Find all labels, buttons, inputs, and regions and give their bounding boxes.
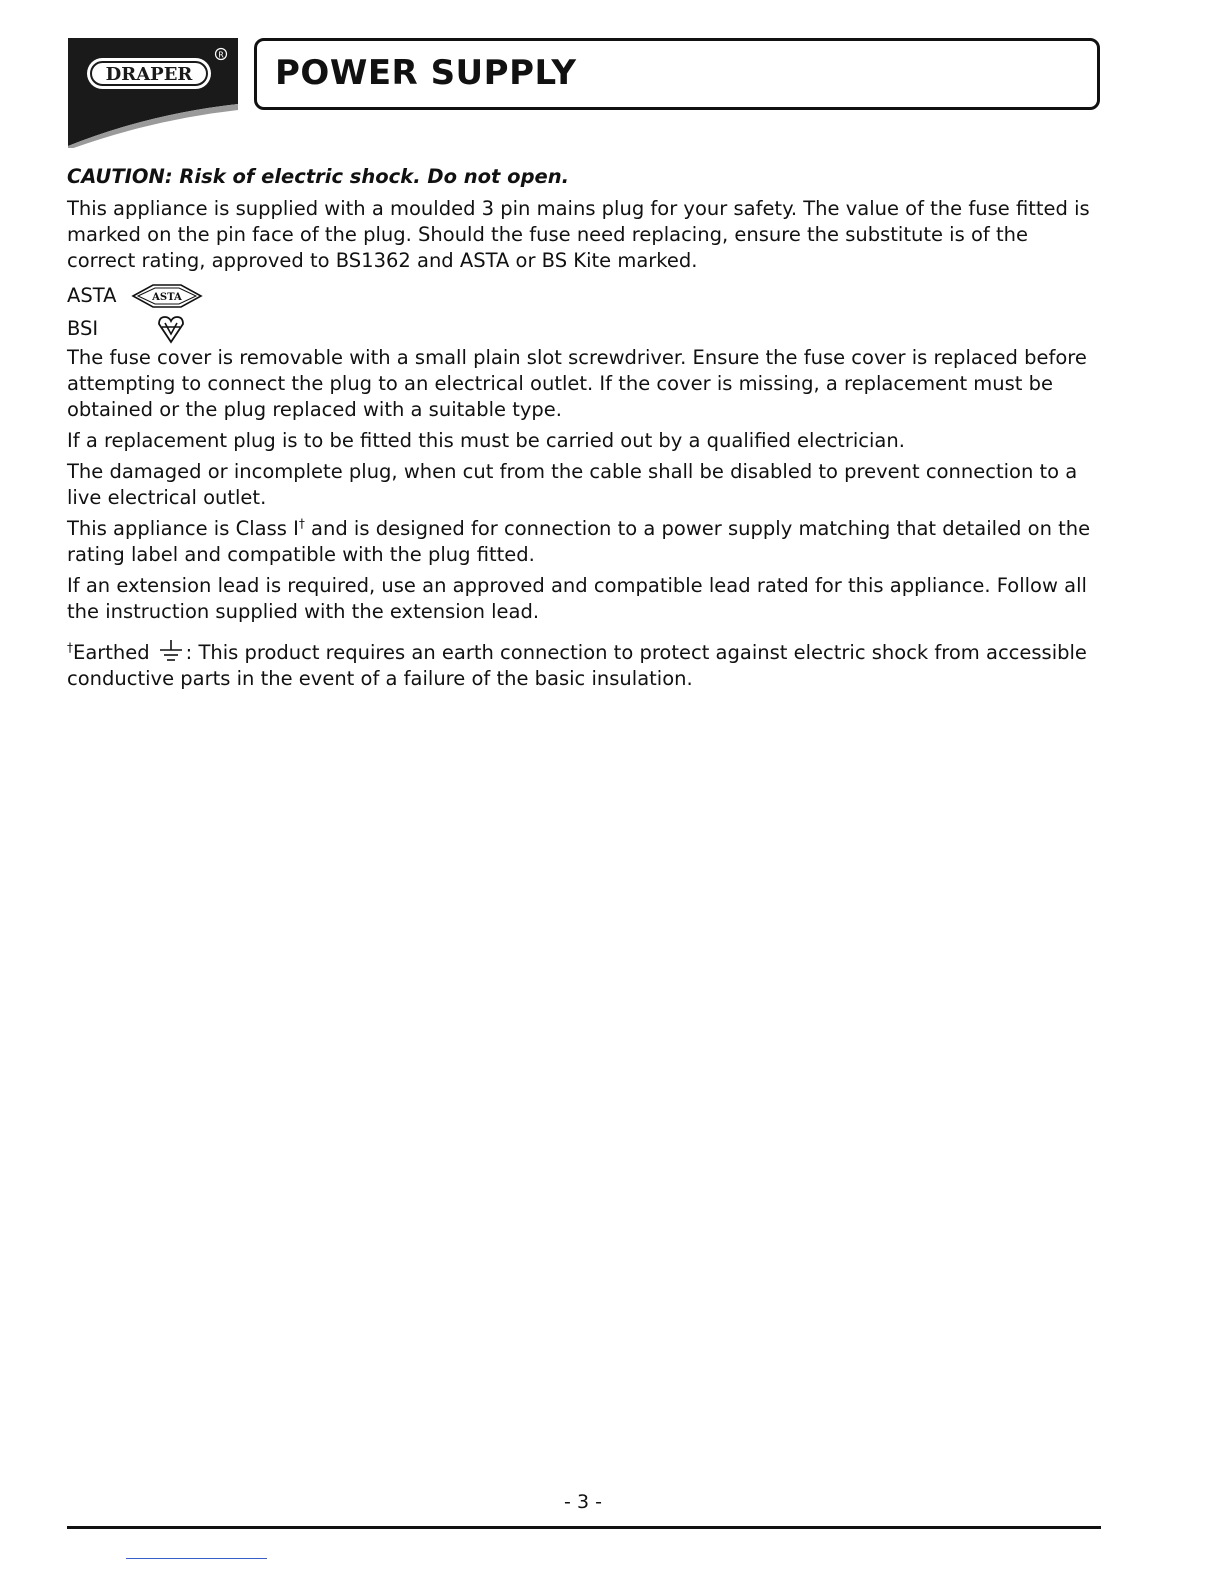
extension-lead-paragraph: If an extension lead is required, use an approved and compatible lead rated for this appliance. Follow all the instruction supplied with the extension lead.	[67, 574, 1087, 623]
replacement-plug-paragraph: If a replacement plug is to be fitted this must be carried out by a qualified electrician.	[67, 429, 905, 452]
power-supply-content	[67, 164, 1097, 697]
damaged-plug-paragraph: The damaged or incomplete plug, when cut from the cable shall be disabled to prevent connection to a live electrical outlet.	[67, 460, 1078, 509]
section-title-box	[254, 38, 1100, 110]
class-text-suffix: and is designed for connection to a power supply matching that detailed on the rating label and compatible with the plug fitted.	[67, 517, 1091, 566]
earthed-footnote	[67, 639, 1097, 692]
bsi-label: BSI	[67, 316, 99, 340]
caution-heading: CAUTION: Risk of electric shock. Do not open.	[67, 165, 570, 188]
footnote-text: : This product requires an earth connection to protect against electric shock from accessible conductive parts in the event of a failure of the basic insulation.	[67, 641, 1087, 690]
bsi-kitemark-icon	[131, 314, 211, 344]
asta-mark-row	[67, 279, 1097, 312]
page-number: - 3 -	[564, 1491, 602, 1513]
draper-logo	[68, 38, 238, 148]
class-paragraph	[67, 516, 1097, 568]
page-title: POWER SUPPLY	[275, 53, 577, 93]
footer-link-underline	[126, 1558, 267, 1559]
footnote-dagger: †	[67, 640, 73, 655]
intro-paragraph: This appliance is supplied with a moulded 3 pin mains plug for your safety. The value of the fuse fitted is marked on the pin face of the plug. Should the fuse need replacing, ensure the substitute is of the correct rating, approved to BS1362 and ASTA or BS Kite marked.	[67, 197, 1090, 272]
logo-registered-mark: R	[218, 50, 224, 60]
footnote-term: Earthed	[73, 641, 150, 664]
class-text-prefix: This appliance is Class I	[67, 517, 299, 540]
asta-badge-text: ASTA	[152, 291, 182, 303]
dagger-superscript: †	[298, 516, 305, 531]
logo-brand-text: DRAPER	[105, 64, 193, 85]
footer-rule	[67, 1526, 1101, 1529]
asta-diamond-icon	[131, 283, 203, 309]
asta-label: ASTA	[67, 283, 117, 307]
bsi-mark-row	[67, 312, 1097, 345]
fuse-cover-paragraph: The fuse cover is removable with a small plain slot screwdriver. Ensure the fuse cover is replaced before attempting to connect the plug to an electrical outlet. If the cover is missing, a replacement must be obtained or the plug replaced with a suitable type.	[67, 346, 1087, 421]
earth-ground-icon	[158, 639, 184, 663]
